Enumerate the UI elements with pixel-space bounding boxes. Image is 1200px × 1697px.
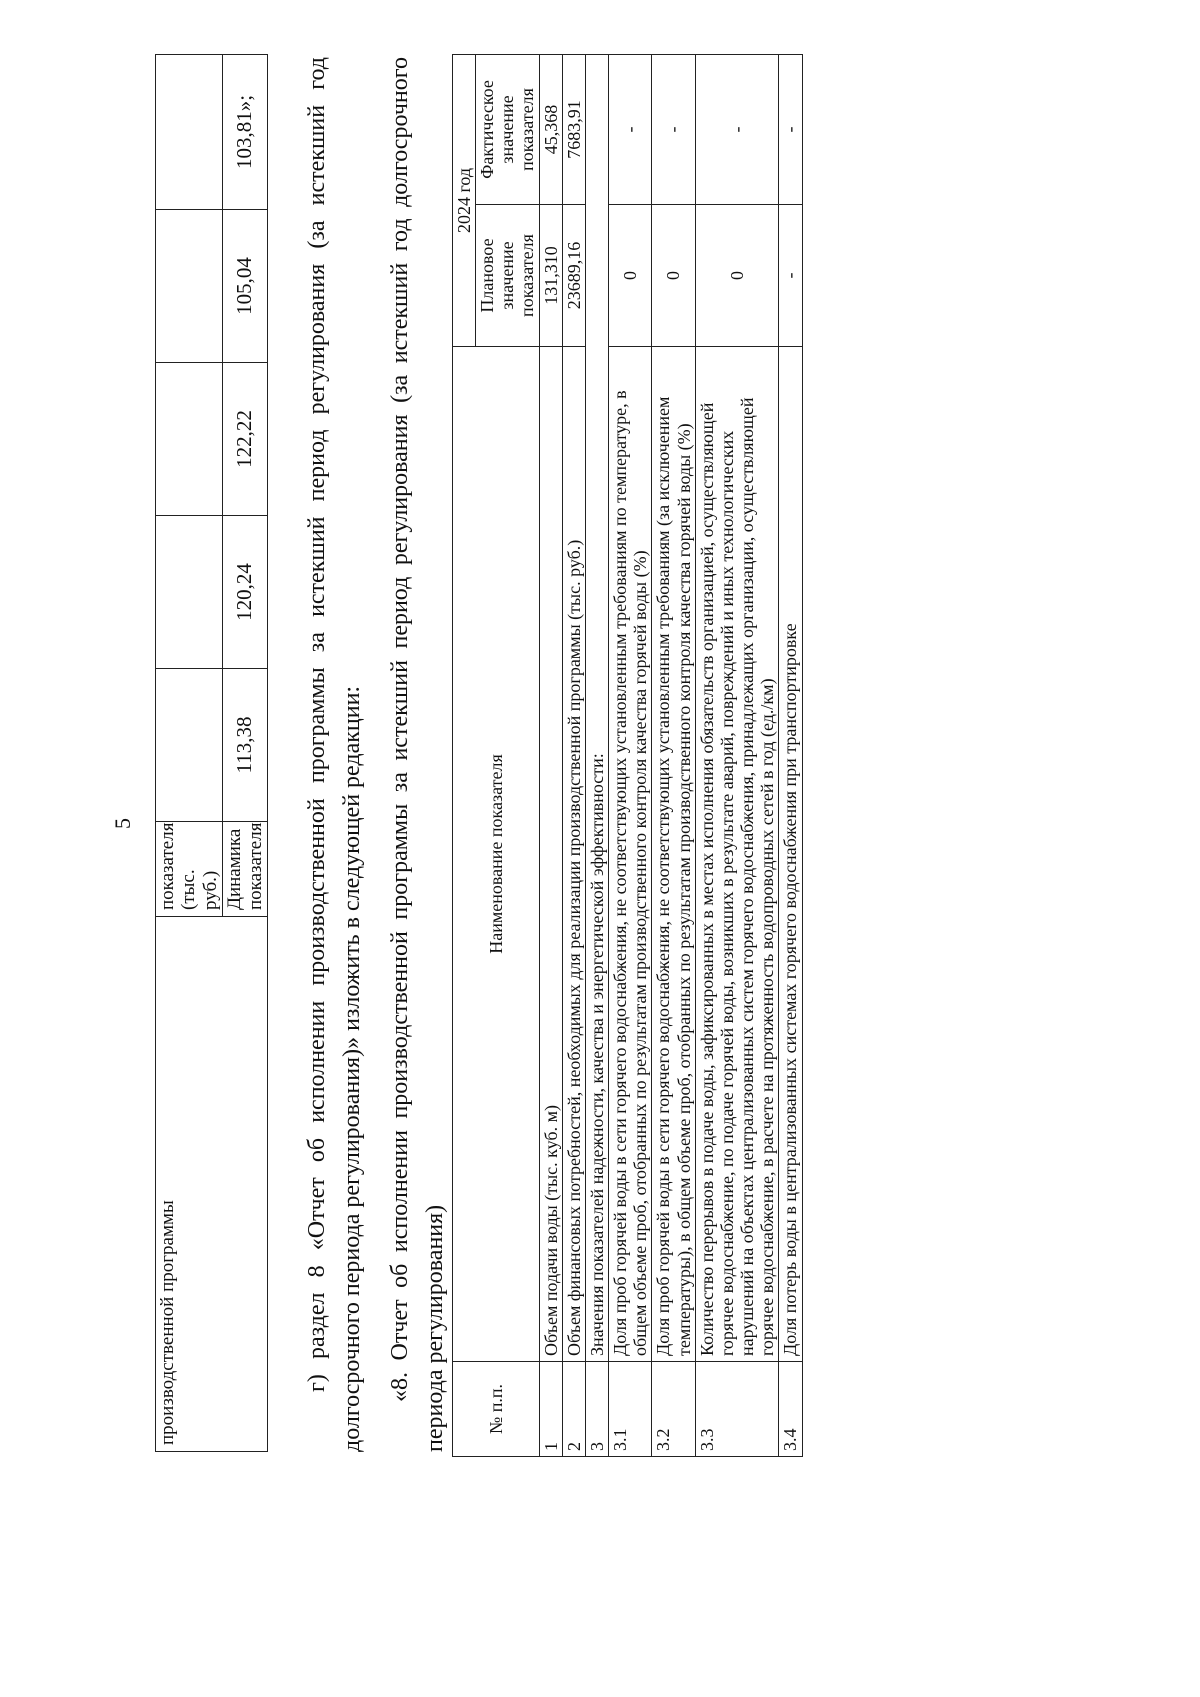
actual-value-cell: 7683,91 [562, 54, 585, 204]
planned-value-cell: 0 [652, 205, 695, 347]
value-cell [156, 363, 223, 516]
row-number-cell: 3.4 [779, 1362, 802, 1457]
header-year: 2024 год [453, 54, 476, 346]
header-planned: Плановое значение показателя [476, 205, 539, 347]
actual-value-cell: - [779, 54, 802, 204]
planned-value-cell: 23689,16 [562, 205, 585, 347]
actual-value-cell: - [695, 54, 779, 204]
paragraph-section-g: г) раздел 8 «Отчет об исполнении производственной программы за истекший период регулирования (за истекший год долгосрочного периода регулирования)» изложить в следующей редакции: [304, 57, 365, 1452]
indicator-name-cell: Объем подачи воды (тыс. куб. м) [539, 347, 562, 1362]
table-header-row [453, 54, 476, 1456]
paragraph-section-8-title: «8. Отчет об исполнении производственной программы за истекший период регулирования (за истекший год долгосрочного периода регулирования) [387, 57, 448, 1452]
report-table [452, 54, 803, 1457]
section-title-cell: Значения показателей надежности, качества и энергетической эффективности: [585, 54, 608, 1361]
table-row [156, 55, 223, 1452]
value-cell: 113,38 [222, 669, 268, 822]
planned-value-cell: 0 [695, 205, 779, 347]
header-actual: Фактическое значение показателя [476, 54, 539, 204]
value-cell [156, 516, 223, 669]
table-row [539, 54, 562, 1456]
table-row [779, 54, 802, 1456]
page-number: 5 [110, 818, 135, 829]
value-cell: 105,04 [222, 210, 268, 363]
value-cell [156, 669, 223, 822]
value-cell: 122,22 [222, 363, 268, 516]
report-table-body [539, 54, 802, 1456]
indicator-name-cell: Доля проб горячей воды в сети горячего водоснабжения, не соответствующих установленным требованиям по температуре, в общем объеме проб, отобранных по результатам производственного контроля качества горячей воды (%) [609, 347, 652, 1362]
indicator-name-cell: Доля потерь воды в централизованных системах горячего водоснабжения при транспортировке [779, 347, 802, 1362]
value-cell: 103,81»; [222, 55, 268, 210]
row-number-cell: 3.2 [652, 1362, 695, 1457]
row-number-cell: 3 [585, 1362, 608, 1457]
indicator-name-cell: Доля проб горячей воды в сети горячего водоснабжения, не соответствующих установленным требованиям (за исключением температуры), в общем объеме проб, отобранных по результатам производственного контроля качества горячей воды (%) [652, 347, 695, 1362]
row-number-cell: 1 [539, 1362, 562, 1457]
row-number-cell: 2 [562, 1362, 585, 1457]
table-row [695, 54, 779, 1456]
table-row [652, 54, 695, 1456]
program-label-cell: производственной программы [156, 917, 268, 1452]
actual-value-cell: - [609, 54, 652, 204]
planned-value-cell: 0 [609, 205, 652, 347]
value-cell: 120,24 [222, 516, 268, 669]
row-number-cell: 3.3 [695, 1362, 779, 1457]
table-row [609, 54, 652, 1456]
value-cell [156, 55, 223, 210]
header-num: № п.п. [453, 1362, 540, 1457]
header-name: Наименование показателя [453, 347, 540, 1362]
planned-value-cell: 131,310 [539, 205, 562, 347]
actual-value-cell: 45,368 [539, 54, 562, 204]
continuation-table [155, 54, 268, 1452]
row-number-cell: 3.1 [609, 1362, 652, 1457]
indicator-unit-cell: показателя (тыс. руб.) [156, 822, 223, 917]
planned-value-cell: - [779, 205, 802, 347]
value-cell [156, 210, 223, 363]
table-row [585, 54, 608, 1456]
indicator-name-cell: Объем финансовых потребностей, необходимых для реализации производственной программы (тыс. руб.) [562, 347, 585, 1362]
indicator-dynamics-cell: Динамика показателя [222, 822, 268, 917]
indicator-name-cell: Количество перерывов в подаче воды, зафиксированных в местах исполнения обязательств организацией, осуществляющей горячее водоснабжение, по подаче горячей воды, возникших в результате аварий, повреждений и иных технологических нарушений на объектах централизованных систем горячего водоснабжения, принадлежащих организации, осуществляющей горячее водоснабжение, в расчете на протяженность водопроводных сетей в год (ед./км) [695, 347, 779, 1362]
table-row [562, 54, 585, 1456]
actual-value-cell: - [652, 54, 695, 204]
